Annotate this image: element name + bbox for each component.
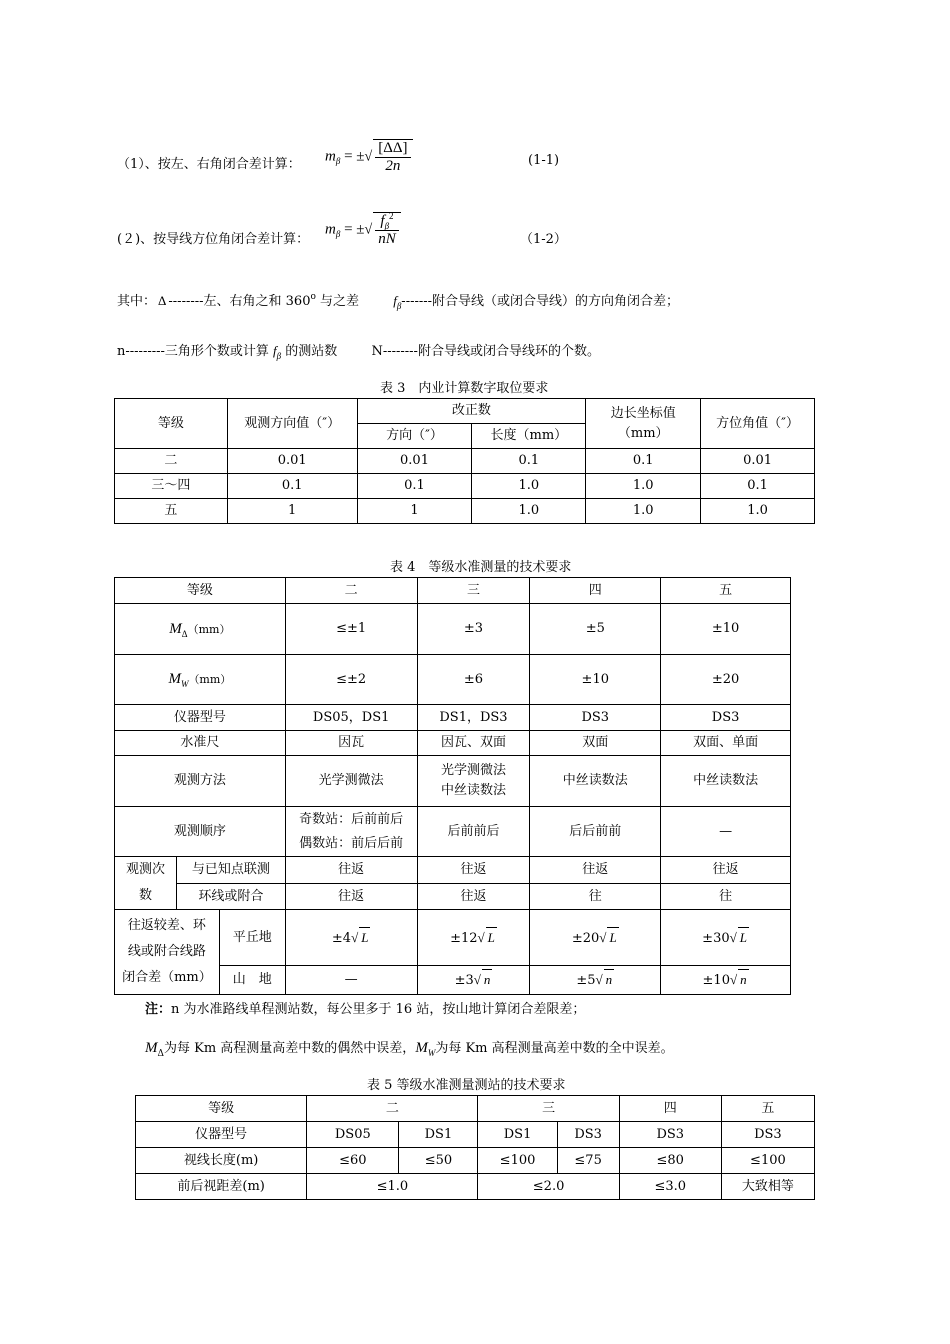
formula-2	[117, 210, 617, 265]
table4-note: 注：n 为水准路线单程测站数，每公里多于 16 站，按山地计算闭合差限差；	[145, 1002, 586, 1017]
table4-caption: 表 4 等级水准测量的技术要求	[390, 560, 572, 575]
table4-note-line2: $M_\Delta$为每 Km 高程测量高差中数的偶然中误差，$M_W$为每 Km 高程测量高差中数的全中误差。	[145, 1040, 674, 1059]
table5: 等级 二 三 四 五 仪器型号 DS05 DS1 DS1 DS3 DS3 DS3 视线长度(m) ≤60 ≤50 ≤100 ≤75 ≤80 ≤100 前后视距差(m) ≤1.0 ≤2.0 ≤3.0 大致相等	[135, 1095, 815, 1200]
formula-2-label: (２)、按导线方位角闭合差计算：	[117, 232, 310, 247]
note-line-1: 其中： Δ --------左、右角之和 360$^o$ 与之差 $f_\beta-------$附合导线（或闭合导线）的方向角闭合差；	[117, 292, 680, 311]
table3-header-corr: 改正数	[357, 399, 586, 424]
table3-header-az: 方位角值（″）	[701, 399, 815, 449]
table3-header-coord: 边长坐标值 （mm）	[586, 399, 701, 449]
table-row: 二 0.01 0.01 0.1 0.1 0.01	[115, 449, 815, 474]
table4-header-grade: 等级	[115, 578, 286, 604]
table3-header-obs: 观测方向值（″）	[227, 399, 357, 449]
table3	[114, 398, 815, 524]
table4-m-w-label: $M_W(mm)$	[115, 655, 286, 705]
table-row: 五 1 1 1.0 1.0 1.0	[115, 499, 815, 524]
table4-m-delta-label: $M_\Delta(mm)$	[115, 604, 286, 655]
table4-times-label: 观测次 数	[115, 857, 177, 910]
formula-1-expression: $m_\beta$ = ±√ $\frac{[\Delta\Delta]}{2n}$	[325, 139, 413, 175]
formula-1	[117, 135, 617, 185]
table5-caption: 表 5 等级水准测量测站的技术要求	[367, 1078, 566, 1093]
formula-2-number: （1-2）	[520, 232, 567, 247]
note-line-2: n---------三角形个数或计算 $f_\beta$ 的测站数 N--------附合导线或闭合导线环的个数。	[117, 343, 600, 361]
table3-header-grade: 等级	[115, 399, 228, 449]
table3-header-dir: 方向（″）	[357, 424, 472, 449]
table4-closure-label: 往返较差、环 线或附合线路 闭合差（mm）	[115, 910, 220, 995]
table-row: 三～四 0.1 0.1 1.0 1.0 0.1	[115, 474, 815, 499]
formula-1-number: (1-1)	[528, 153, 560, 168]
formula-1-label: （1）、按左、右角闭合差计算：	[117, 157, 301, 172]
table4: 等级 二 三 四 五 $M_\Delta(mm)$ ≤±1 ±3 ±5 ±10 $M_W(mm)$ ≤±2 ±6 ±10 ±20 仪器型号 DS05，DS1 DS1，DS3 DS3 DS3 水准尺 因瓦 因瓦、双面 双面 双面、单面 观测方法 光学测微法 光学测微法 中丝读数法 中丝读数法 中丝读数法 观测顺序 奇数站：后前前后 偶数站：前后后前 后前前后 后后前前 — 观测次 数 与已知点联测 往返 往返 往返 往返 环线或附合 往返 往返 往 往 往返较差、环 线或附合线路 闭合差（mm） 平丘地 ±4√ L ±12√ L ±20√ L ±30√ L 山 地 — ±3√ n ±5√ n ±10√ n	[114, 577, 791, 995]
table3-caption: 表 3 内业计算数字取位要求	[380, 381, 549, 396]
table3-header-len: 长度（mm）	[472, 424, 586, 449]
formula-2-expression: $m_\beta$ = ±√ $\frac{f_\beta^2}{nN}$	[325, 212, 401, 248]
